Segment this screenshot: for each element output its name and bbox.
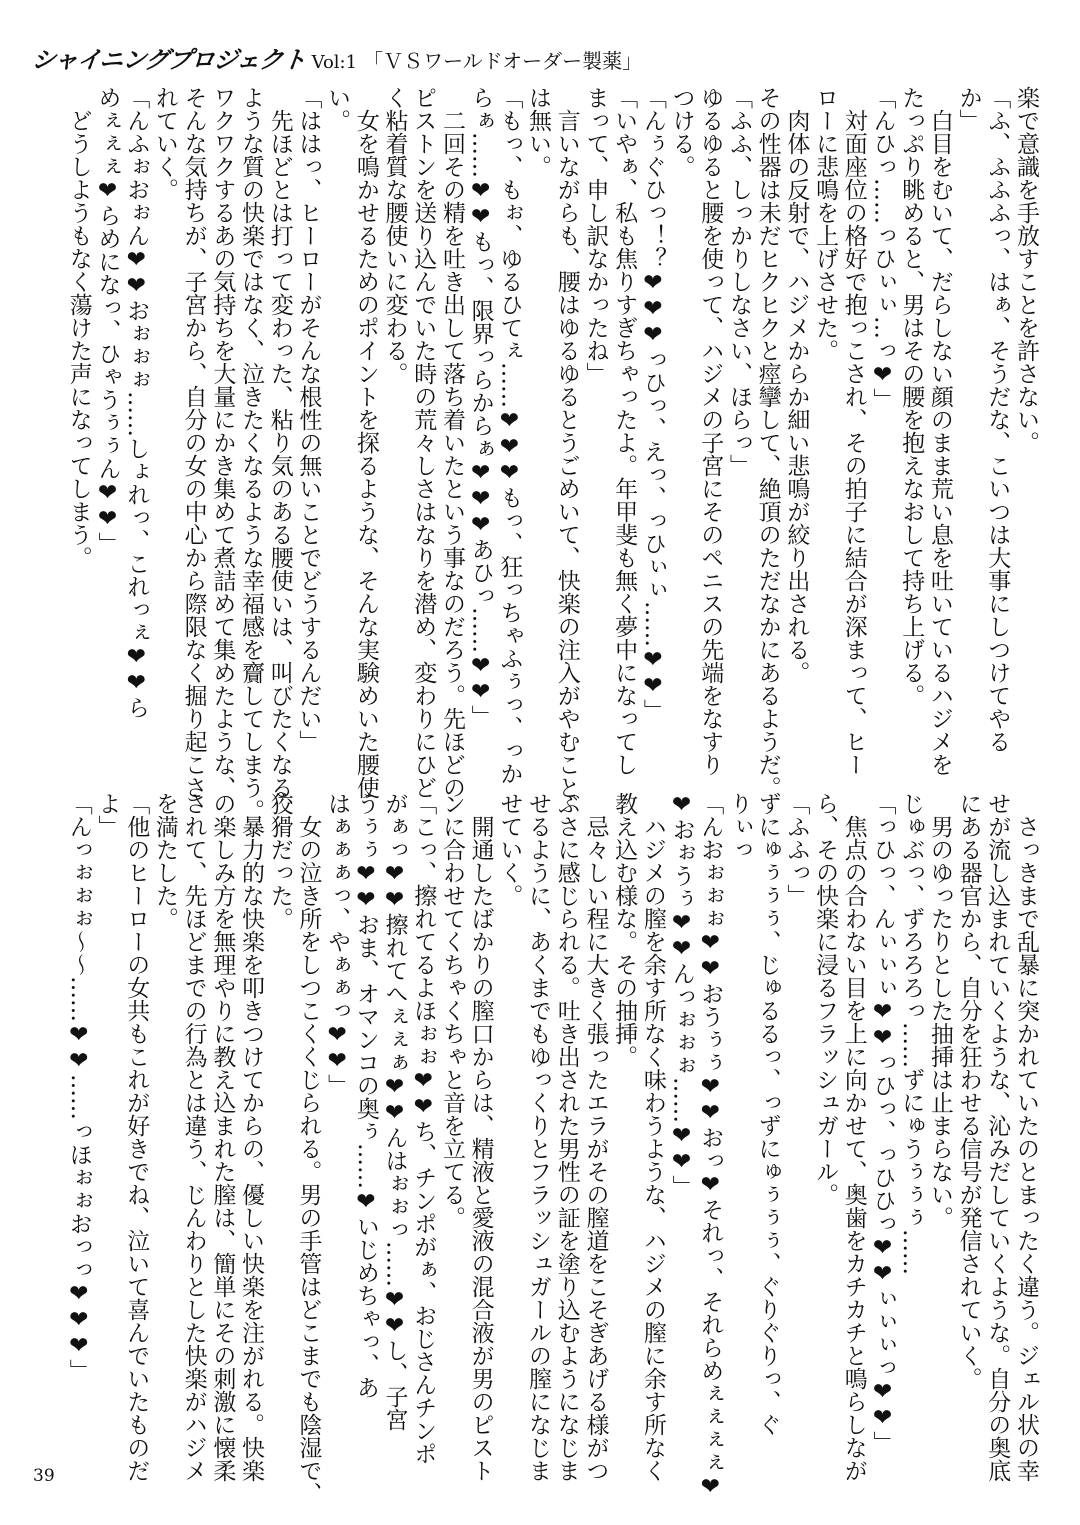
- text-column: 「んおぉぉぉ❤❤おうぅぅ❤❤おっ❤それっ、それらめぇぇぇぇ❤: [697, 792, 724, 1500]
- text-column: い。: [324, 86, 351, 132]
- text-column: 焦点の合わない目を上に向かせて、奥歯をカチカチと鳴らしなが: [840, 792, 867, 1482]
- text-block-bottom: [64, 792, 1040, 1505]
- text-column: ずにゅぅぅぅ、じゅるるっ、っずにゅぅぅぅ、ぐりぐりっ、ぐ: [754, 792, 781, 1436]
- text-column: らぁ……❤❤もっ、限界っらからぁ❤❤❤あひっ……❤❤」: [467, 86, 494, 728]
- text-column: ぶさに感じられる。吐き出された男性の証を塗り込むようになじま: [553, 792, 580, 1482]
- text-column: 開通したばかりの膣口からは、精液と愛液の混合液が男のピスト: [467, 792, 494, 1482]
- text-column: ピストンを送り込んでいた時の荒々しさはなりを潜め、変わりにひど: [410, 86, 437, 799]
- text-column: 忌々しい程に大きく張ったエラがその膣道をこそぎあげる様がつ: [582, 792, 609, 1482]
- text-column: 「んっぉぉぉ〜〜……❤❤……っほぉぉおっっ❤❤❤」: [65, 792, 92, 1382]
- text-column: ❤おぉうぅ❤❤んっぉぉぉ……❤❤」: [668, 792, 695, 1198]
- text-column: よ」: [94, 792, 121, 838]
- text-column: せが流し込まれていくような、沁みだしていくような。自分の奥底: [984, 792, 1011, 1482]
- text-column: にある器官から、自分を狂わせる信号が発信されていく。: [955, 792, 982, 1390]
- text-column: 言いながらも、腰はゆるゆるとうごめいて、快楽の注入がやむこと: [553, 86, 580, 799]
- text-column: を満たした。: [151, 792, 178, 930]
- text-column: 男のゆったりとした抽挿は止まらない。: [926, 792, 953, 1229]
- text-column: 肉体の反射で、ハジメからか細い悲鳴が絞り出される。: [783, 86, 810, 684]
- text-column: ような質の快楽ではなく、泣きたくなるような幸福感を齎してしまう。: [238, 86, 265, 822]
- text-column: つける。: [668, 86, 695, 178]
- text-column: 「んふぉおぉん❤❤おぉぉぉ……しょれっ、これっぇ❤❤ら: [123, 86, 150, 719]
- text-column: れていく。: [151, 86, 178, 201]
- text-column: たっぷり眺めると、男はその腰を抱えなおして持ち上げる。: [898, 86, 925, 707]
- text-column: 「ふふっ」: [783, 792, 810, 907]
- text-column: か」: [955, 86, 982, 132]
- text-column: 女の泣き所をしつこくくじられる。男の手管はどこまでも陰湿で、: [295, 792, 322, 1505]
- text-column: 二回その精を吐き出して落ち着いたという事なのだろう。先ほどの: [438, 86, 465, 799]
- text-column: 対面座位の格好で抱っこされ、その拍子に結合が深まって、ヒー: [840, 86, 867, 776]
- page-number: 39: [33, 1466, 55, 1486]
- text-column: さっきまで乱暴に突かれていたのとまったく違う。ジェル状の幸: [1013, 792, 1039, 1482]
- text-column: はぁぁぁっ、やぁぁっ❤❤」: [324, 792, 351, 1097]
- text-column: 「いやぁ、私も焦りすぎちゃったよ。年甲斐も無く夢中になってし: [611, 86, 638, 776]
- text-column: せていく。: [496, 792, 523, 907]
- text-column: 「ふふ、しっかりしなさい、ほらっ」: [725, 86, 752, 477]
- text-column: 「んぅぐひっ！？❤❤❤っひっ、えっ、っひぃぃ……❤❤」: [639, 86, 666, 722]
- text-column: どうしようもなく蕩けた声になってしまう。: [65, 86, 92, 569]
- text-column: 狡猾だった。: [266, 792, 293, 930]
- text-block-top: [64, 86, 1040, 822]
- text-column: 白目をむいて、だらしない顔のまま荒い息を吐いているハジメを: [926, 86, 953, 776]
- text-column: 教え込む様な。その抽挿。: [611, 792, 638, 1068]
- text-column: 楽で意識を手放すことを許さない。: [1013, 86, 1039, 454]
- text-column: 「もっ、もぉ、ゆるひてぇ……❤❤❤もっ、狂っちゃふぅっ、っか: [496, 86, 523, 785]
- text-column: めぇぇぇ❤らめになっ、ひゃうぅぅん❤❤」: [94, 86, 121, 555]
- text-column: 女を鳴かせるためのポイントを探るような、そんな実験めいた腰使: [352, 86, 379, 799]
- text-column: 「ははっ、ヒーローがそんな根性の無いことでどうするんだい」: [295, 86, 322, 753]
- text-column: ンに合わせてくちゃくちゃと音を立てる。: [438, 792, 465, 1229]
- text-column: 「っひっ、んぃぃぃ❤❤っひっ、っひひっ❤❤ぃぃぃっ❤❤」: [869, 792, 896, 1454]
- running-header: [32, 40, 642, 75]
- text-column: 「んひっ……っひぃぃ…っ❤」: [869, 86, 896, 411]
- text-column: く粘着質な腰使いに変わる。: [381, 86, 408, 385]
- series-logo: シャイニングプロジェクト: [30, 46, 307, 74]
- text-column: の楽しみ方を無理やりに教え込まれた膣は、簡単にその刺激に懐柔: [209, 792, 236, 1482]
- text-column: じゅぶっ、ずろろろっ……ずにゅうぅぅぅ……: [898, 792, 925, 1275]
- text-column: ハジメの膣を余す所なく味わうような、ハジメの膣に余す所なく: [639, 792, 666, 1482]
- volume-label: Vol:1: [311, 52, 358, 73]
- text-column: りぃっ: [725, 792, 752, 861]
- text-column: ローに悲鳴を上げさせた。: [812, 86, 839, 362]
- text-column: まって、申し訳なかったね」: [582, 86, 609, 385]
- text-column: 「こっ、擦れてるよほぉぉ❤❤ち、チンポがぁ、おじさんチンポ: [410, 792, 437, 1465]
- text-column: ゆるゆると腰を使って、ハジメの子宮にそのペニスの先端をなすり: [697, 86, 724, 776]
- text-column: うぅぅ❤❤おま、オマンコの奥ぅ……❤いじめちゃっ、あ: [352, 792, 379, 1399]
- text-column: は無い。: [525, 86, 552, 178]
- text-column: 暴力的な快楽を叩きつけてからの、優しい快楽を注がれる。快楽: [238, 792, 265, 1482]
- chapter-subtitle: 「ＶＳワールドオーダー製薬」: [363, 49, 643, 73]
- text-column: 「他のヒーローの女共もこれが好きでね、泣いて喜んでいたものだ: [123, 792, 150, 1482]
- text-column: そんな気持ちが、子宮から、自分の女の中心から際限なく掘り起こさ: [180, 86, 207, 799]
- text-column: 「ふ、ふふふっ、はぁ、そうだな、こいつは大事にしつけてやる: [984, 86, 1011, 753]
- text-column: ワクワクするあの気持ちを大量にかき集めて煮詰めて集めたような、: [209, 86, 236, 799]
- text-column: 先ほどとは打って変わった、粘り気のある腰使いは、叫びたくなる: [266, 86, 293, 799]
- text-column: がぁっ❤❤擦れてへぇぇぁ❤❤んはぉぉっ……❤❤し、子宮: [381, 792, 408, 1431]
- text-column: せるように、あくまでもゆっくりとフラッシュガールの膣になじま: [525, 792, 552, 1482]
- text-column: その性器は未だヒクヒクと痙攣して、絶頂のただなかにあるようだ。: [754, 86, 781, 799]
- text-column: されて、先ほどまでの行為とは違う、じんわりとした快楽がハジメ: [180, 792, 207, 1482]
- text-column: ら、その快楽に浸るフラッシュガール。: [812, 792, 839, 1206]
